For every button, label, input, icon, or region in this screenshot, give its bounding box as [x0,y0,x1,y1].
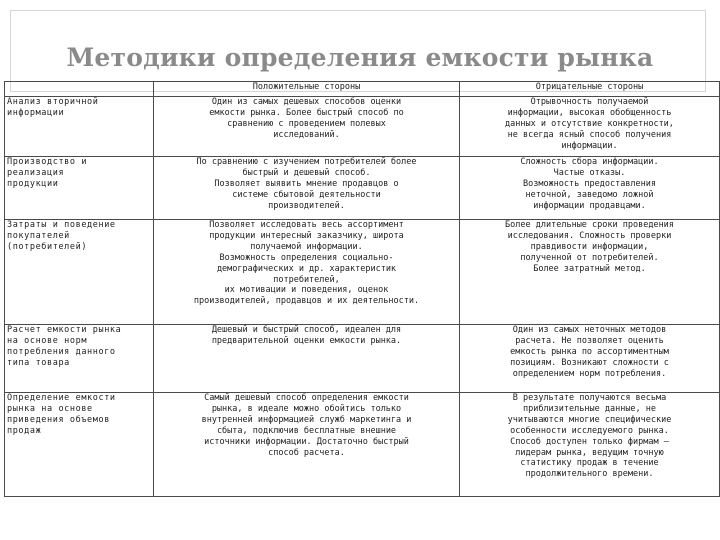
method-cell [5,97,154,157]
negative-cell [460,220,720,325]
cell-text-line: Один из самых неточных методов [512,325,667,335]
cell-text-line: Более затратный метод. [533,263,646,274]
cell-text-line: Расчет емкости рынка [7,325,122,335]
header-method [5,82,154,97]
table-row [5,393,720,497]
method-cell [5,220,154,325]
cell-text-line: способ расчета. [268,447,345,458]
cell-text-line: информации. [561,140,618,151]
cell-text-line: Затраты и поведение [7,220,116,230]
cell-text-line: (потребителей) [7,241,88,252]
cell-text-line: получаемой информации. [250,241,363,252]
slide-title: Методики определения емкости рынка [66,43,654,72]
negative-cell [460,325,720,393]
cell-text-line: расчета. Не позволяет оценить [515,335,664,346]
cell-text-line: производителей, продавцов и их деятельности. [193,296,420,307]
method-cell [5,157,154,220]
table-header-row [5,82,720,97]
cell-text-line: не всегда ясный способ получения [507,129,672,140]
cell-text-line: предварительной оценки емкости рынка. [211,335,402,346]
cell-text-line: правдивости информации, [530,241,649,252]
cell-text-line: Возможность предоставления [522,178,657,189]
cell-text-line: Один из самых дешевых способов оценки [211,97,402,107]
cell-text-line: Сложность сбора информации. [520,157,659,167]
cell-text-line: производителей. [268,200,345,211]
cell-text-line: исследования. Сложность проверки [507,230,672,241]
cell-text-line: покупателей [7,230,70,241]
cell-text-line: особенности исследуемого рынка. [510,425,669,436]
method-cell [5,325,154,393]
header-negative: Отрицательные стороны [460,82,720,97]
cell-text-line: внутренней информацией служб маркетинга и [201,414,412,425]
cell-text-line: Позволяет выявить мнение продавцов о [214,178,399,189]
method-cell [5,393,154,497]
cell-text-line: Определение емкости [7,393,116,403]
cell-text-line: Анализ вторичной [7,97,99,107]
cell-text-line: источники информации. Достаточно быстрый [204,436,409,447]
table-row [5,97,720,157]
cell-text-line: типа товара [7,357,70,368]
cell-text-line: Самый дешевый способ определения емкости [204,393,409,403]
cell-text-line: сбыта, подключив бесплатные внешние [216,425,397,436]
cell-text-line: потребления данного [7,346,116,357]
negative-cell [460,393,720,497]
table-row [5,157,720,220]
positive-cell [154,220,460,325]
cell-text-line: Более длительные сроки проведения [505,220,674,230]
cell-text-line: полученной от потребителей. [520,252,659,263]
cell-text-line: рынка на основе [7,403,93,414]
cell-text-line: данных и отсутствие конкретности, [505,118,674,129]
cell-text-line: Частые отказы. [553,167,626,178]
cell-text-line: приблизительные данные, не [522,403,657,414]
cell-text-line: системе сбытовой деятельности [232,189,381,200]
cell-text-line: информации [7,107,65,118]
cell-text-line: лидерам рынка, ведущим точную [515,447,664,458]
cell-text-line: реализация [7,167,65,178]
cell-text-line: Дешевый и быстрый способ, идеален для [211,325,402,335]
cell-text-line: сравнению с проведением полевых [227,118,386,129]
cell-text-line: продукции [7,178,59,189]
positive-cell [154,157,460,220]
negative-cell [460,97,720,157]
cell-text-line: продолжительного времени. [525,469,654,480]
cell-text-line: продаж [7,425,42,436]
cell-text-line: информации, высокая обобщенность [507,107,672,118]
cell-text-line: Производство и [7,157,88,167]
cell-text-line: Позволяет исследовать весь ассортимент [209,220,404,230]
cell-text-line: емкости рынка. Более быстрый способ по [209,107,404,118]
cell-text-line: Возможность определения социально- [219,252,394,263]
table-row [5,220,720,325]
cell-text-line: В результате получаются весьма [512,393,667,403]
cell-text-line: учитываются многие специфические [507,414,672,425]
positive-cell [154,325,460,393]
cell-text-line: По сравнению с изучением потребителей более [196,157,417,167]
positive-cell [154,97,460,157]
cell-text-line: информации продавцами. [533,200,646,211]
cell-text-line: емкость рынка по ассортиментным [510,346,669,357]
cell-text-line: неточной, заведомо ложной [525,189,654,200]
cell-text-line: определением норм потребления. [512,368,667,379]
cell-text-line: статистику продаж в течение [520,458,659,469]
cell-text-line: Способ доступен только фирмам – [510,436,669,447]
cell-text-line: демографических и др. характеристик [216,263,397,274]
cell-text-line: рынка, в идеале можно обойтись только [211,403,402,414]
cell-text-line: на основе норм [7,335,88,346]
cell-text-line: потребителей, [273,274,340,285]
header-positive: Положительные стороны [154,82,460,97]
cell-text-line: Отрывочность получаемой [530,97,649,107]
methods-table [4,81,720,497]
positive-cell [154,393,460,497]
table-row [5,325,720,393]
cell-text-line: позициям. Возникают сложности с [510,357,669,368]
cell-text-line: продукции интересный заказчику, широта [209,230,404,241]
cell-text-line: приведения объемов [7,414,110,425]
cell-text-line: быстрый и дешевый способ. [242,167,371,178]
cell-text-line: исследований. [273,129,340,140]
cell-text-line: их мотивации и поведения, оценок [224,285,389,296]
negative-cell [460,157,720,220]
